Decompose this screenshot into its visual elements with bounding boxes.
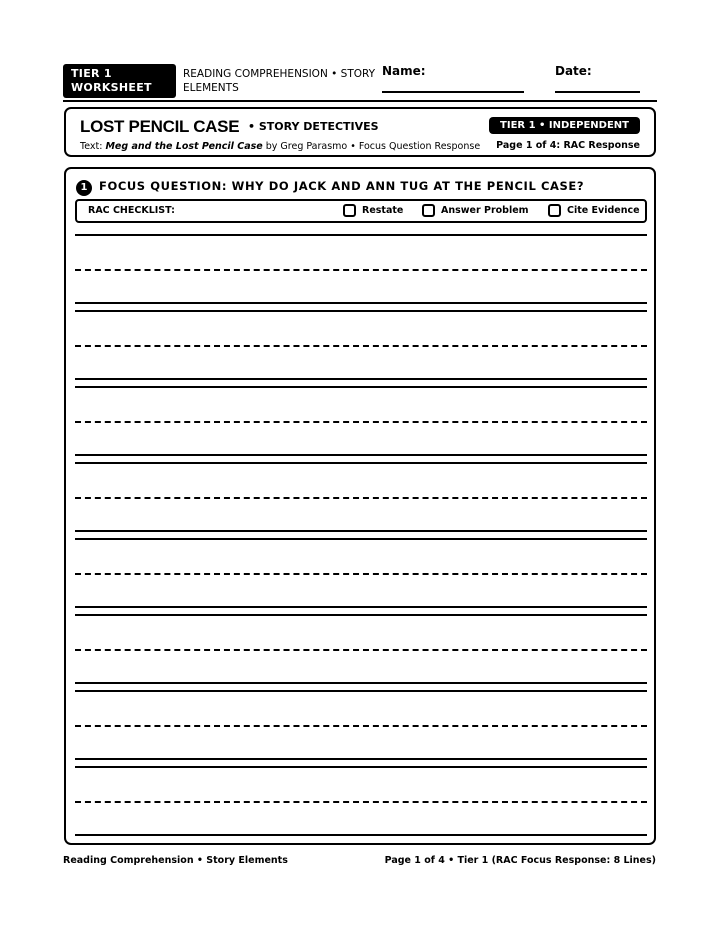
writing-line-set[interactable] [75, 234, 647, 310]
question-box [64, 167, 656, 845]
writing-line-set[interactable] [75, 690, 647, 766]
date-field[interactable] [555, 91, 640, 93]
rac-checklist [75, 199, 647, 223]
checklist-label: RAC CHECKLIST: [88, 205, 175, 216]
writing-line-bot [75, 758, 647, 760]
page-title: LOST PENCIL CASE [80, 117, 240, 136]
writing-line-set[interactable] [75, 766, 647, 842]
writing-line-top [75, 690, 647, 692]
writing-line-mid [75, 573, 647, 575]
text-suffix: by Greg Parasmo • Focus Question Response [262, 141, 481, 152]
writing-line-top [75, 766, 647, 768]
writing-line-top [75, 614, 647, 616]
checkbox[interactable] [548, 204, 561, 217]
checklist-item-restate[interactable] [343, 204, 403, 217]
writing-line-set[interactable] [75, 538, 647, 614]
footer-left: Reading Comprehension • Story Elements [63, 855, 288, 866]
footer-right: Page 1 of 4 • Tier 1 (RAC Focus Response: 8 Lines) [384, 855, 656, 866]
focus-question: FOCUS QUESTION: WHY DO JACK AND ANN TUG AT THE PENCIL CASE? [99, 179, 585, 193]
writing-line-mid [75, 649, 647, 651]
writing-lines[interactable] [75, 234, 647, 842]
checklist-item-cite-evidence[interactable] [548, 204, 640, 217]
writing-line-top [75, 386, 647, 388]
writing-line-set[interactable] [75, 462, 647, 538]
writing-line-top [75, 538, 647, 540]
writing-line-bot [75, 454, 647, 456]
writing-line-set[interactable] [75, 614, 647, 690]
writing-line-mid [75, 801, 647, 803]
text-prefix: Text: [80, 141, 106, 152]
checklist-item-label: Restate [362, 205, 404, 216]
level-badge: TIER 1 • INDEPENDENT [489, 117, 640, 134]
checkbox[interactable] [422, 204, 435, 217]
writing-line-bot [75, 378, 647, 380]
writing-line-mid [75, 269, 647, 271]
subject-label: READING COMPREHENSION • STORY ELEMENTS [183, 68, 376, 94]
checkbox[interactable] [343, 204, 356, 217]
checklist-item-answer-problem[interactable] [422, 204, 529, 217]
date-label: Date: [555, 64, 592, 78]
checklist-item-label: Cite Evidence [567, 205, 640, 216]
worksheet-header [63, 64, 657, 98]
writing-line-bot [75, 302, 647, 304]
tier-badge [63, 64, 176, 98]
writing-line-top [75, 462, 647, 464]
book-title: Meg and the Lost Pencil Case [105, 141, 263, 152]
page-info: Page 1 of 4: RAC Response [496, 140, 640, 151]
question-number-badge: 1 [76, 180, 92, 196]
writing-line-top [75, 310, 647, 312]
tier-badge-line1: TIER 1 [71, 67, 112, 80]
writing-line-mid [75, 421, 647, 423]
writing-line-mid [75, 345, 647, 347]
writing-line-mid [75, 497, 647, 499]
writing-line-set[interactable] [75, 386, 647, 462]
page-subtitle: • STORY DETECTIVES [248, 120, 379, 133]
writing-line-bot [75, 530, 647, 532]
text-source-line [80, 141, 480, 152]
writing-line-mid [75, 725, 647, 727]
writing-line-bot [75, 606, 647, 608]
writing-line-top [75, 234, 647, 236]
title-box [64, 107, 656, 157]
tier-badge-line2: WORKSHEET [71, 81, 152, 94]
name-label: Name: [382, 64, 426, 78]
writing-line-set[interactable] [75, 310, 647, 386]
header-divider [63, 100, 657, 102]
checklist-item-label: Answer Problem [441, 205, 529, 216]
writing-line-bot [75, 834, 647, 836]
writing-line-bot [75, 682, 647, 684]
name-field[interactable] [382, 91, 524, 93]
